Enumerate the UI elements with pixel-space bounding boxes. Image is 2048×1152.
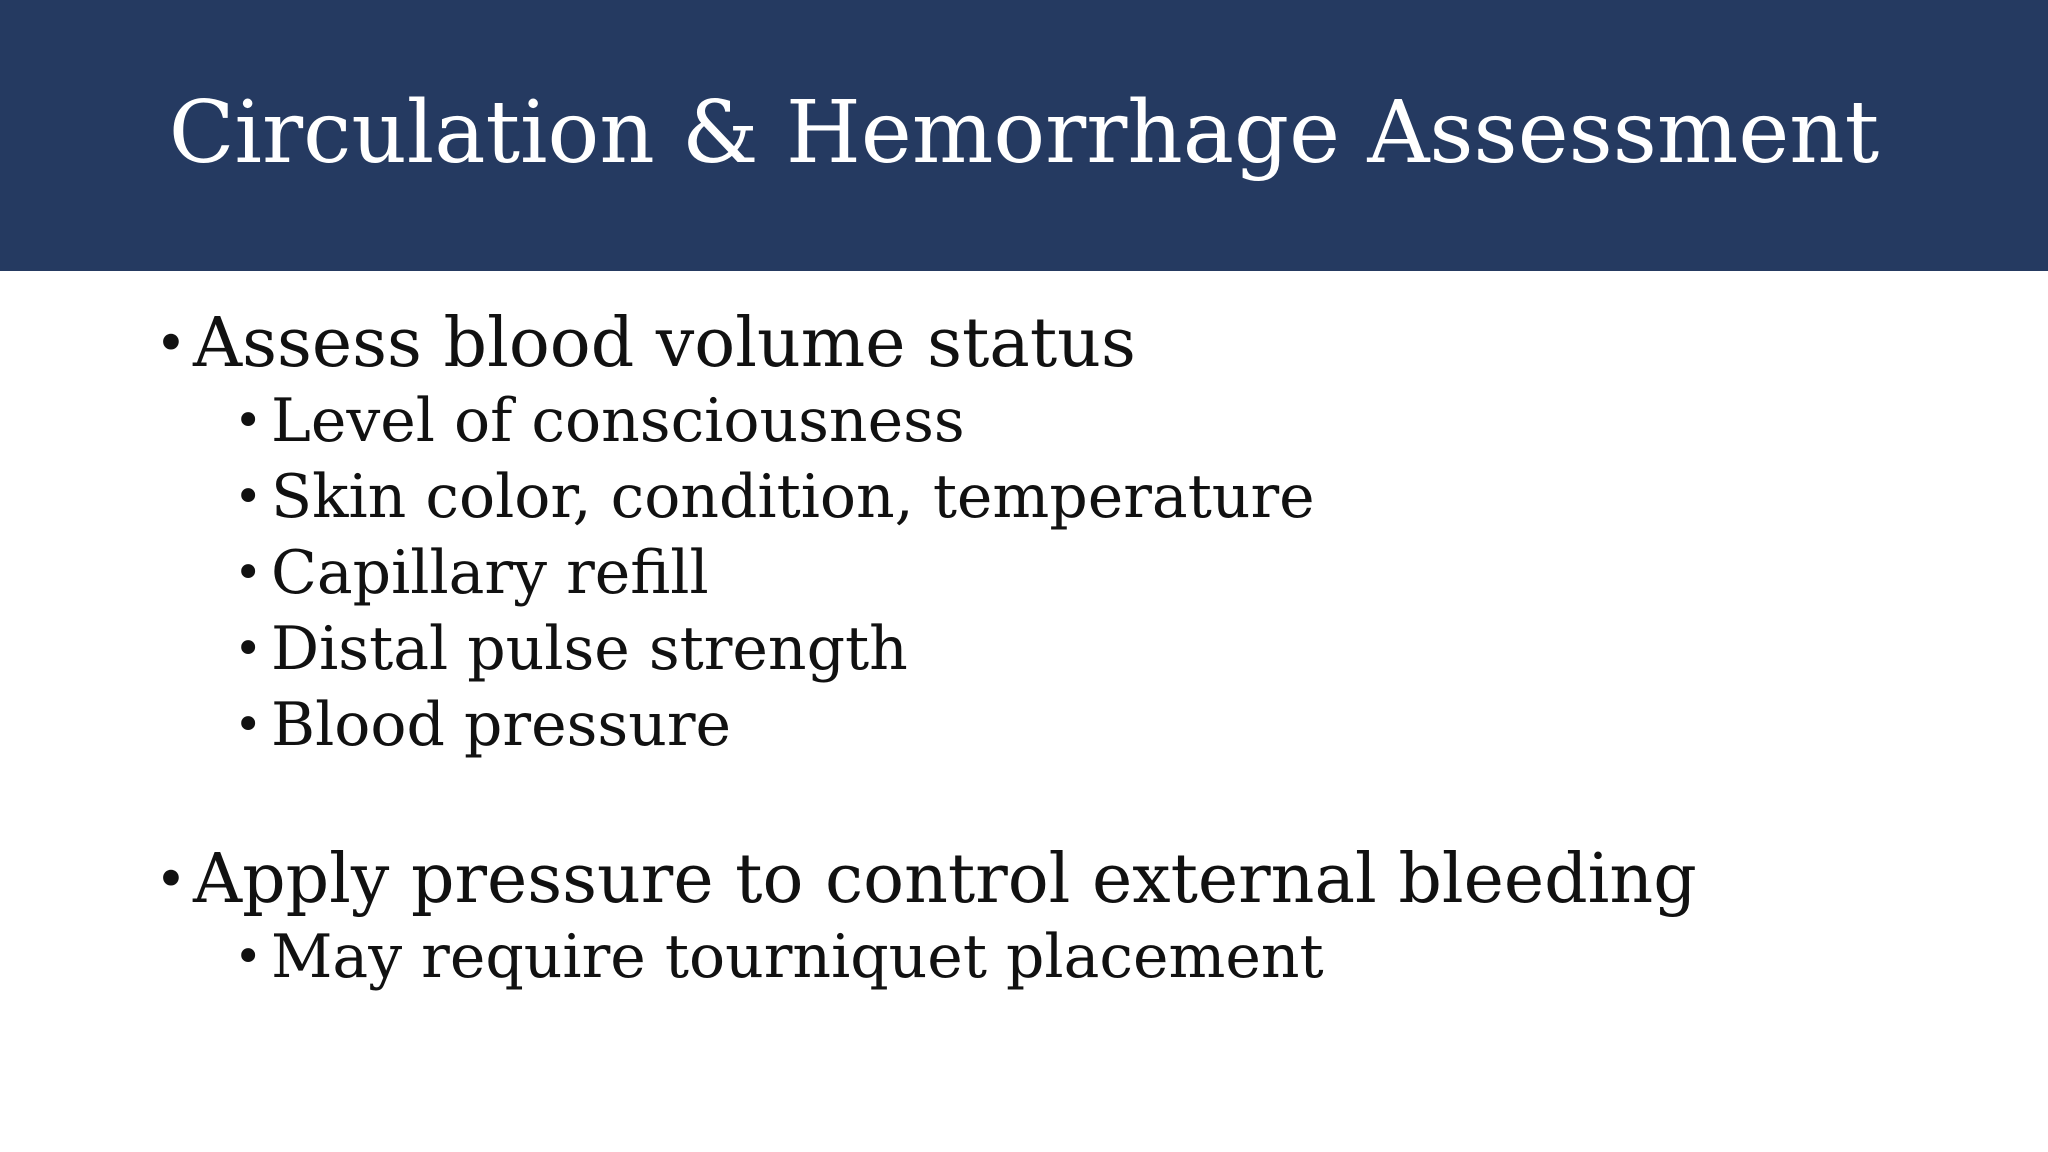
slide-content (155, 305, 1995, 995)
sub-bullet-list (155, 919, 1995, 995)
bullet-icon: • (234, 929, 263, 985)
main-bullet-item (155, 305, 1995, 383)
bullet-icon: • (155, 312, 187, 375)
sub-bullet-text: May require tourniquet placement (271, 922, 1324, 992)
bullet-section-external-bleeding (155, 841, 1995, 995)
bullet-icon: • (234, 469, 263, 525)
sub-bullet-text: Capillary refill (271, 538, 709, 608)
slide-title: Circulation & Hemorrhage Assessment (168, 82, 1880, 183)
title-bar (0, 0, 2048, 271)
sub-bullet-text: Blood pressure (271, 690, 732, 760)
sub-bullet-item (234, 535, 1995, 611)
sub-bullet-item (234, 687, 1995, 763)
sub-bullet-text: Level of consciousness (271, 386, 965, 456)
bullet-icon: • (234, 621, 263, 677)
bullet-icon: • (234, 545, 263, 601)
main-bullet-text: Assess blood volume status (193, 304, 1136, 383)
main-bullet-text: Apply pressure to control external bleeding (193, 840, 1697, 919)
sub-bullet-item (234, 611, 1995, 687)
sub-bullet-item (234, 383, 1995, 459)
bullet-icon: • (234, 393, 263, 449)
bullet-icon: • (234, 697, 263, 753)
sub-bullet-item (234, 919, 1995, 995)
bullet-icon: • (155, 848, 187, 911)
sub-bullet-text: Skin color, condition, temperature (271, 462, 1315, 532)
main-bullet-item (155, 841, 1995, 919)
bullet-section-blood-volume (155, 305, 1995, 763)
sub-bullet-text: Distal pulse strength (271, 614, 908, 684)
sub-bullet-item (234, 459, 1995, 535)
sub-bullet-list (155, 383, 1995, 763)
